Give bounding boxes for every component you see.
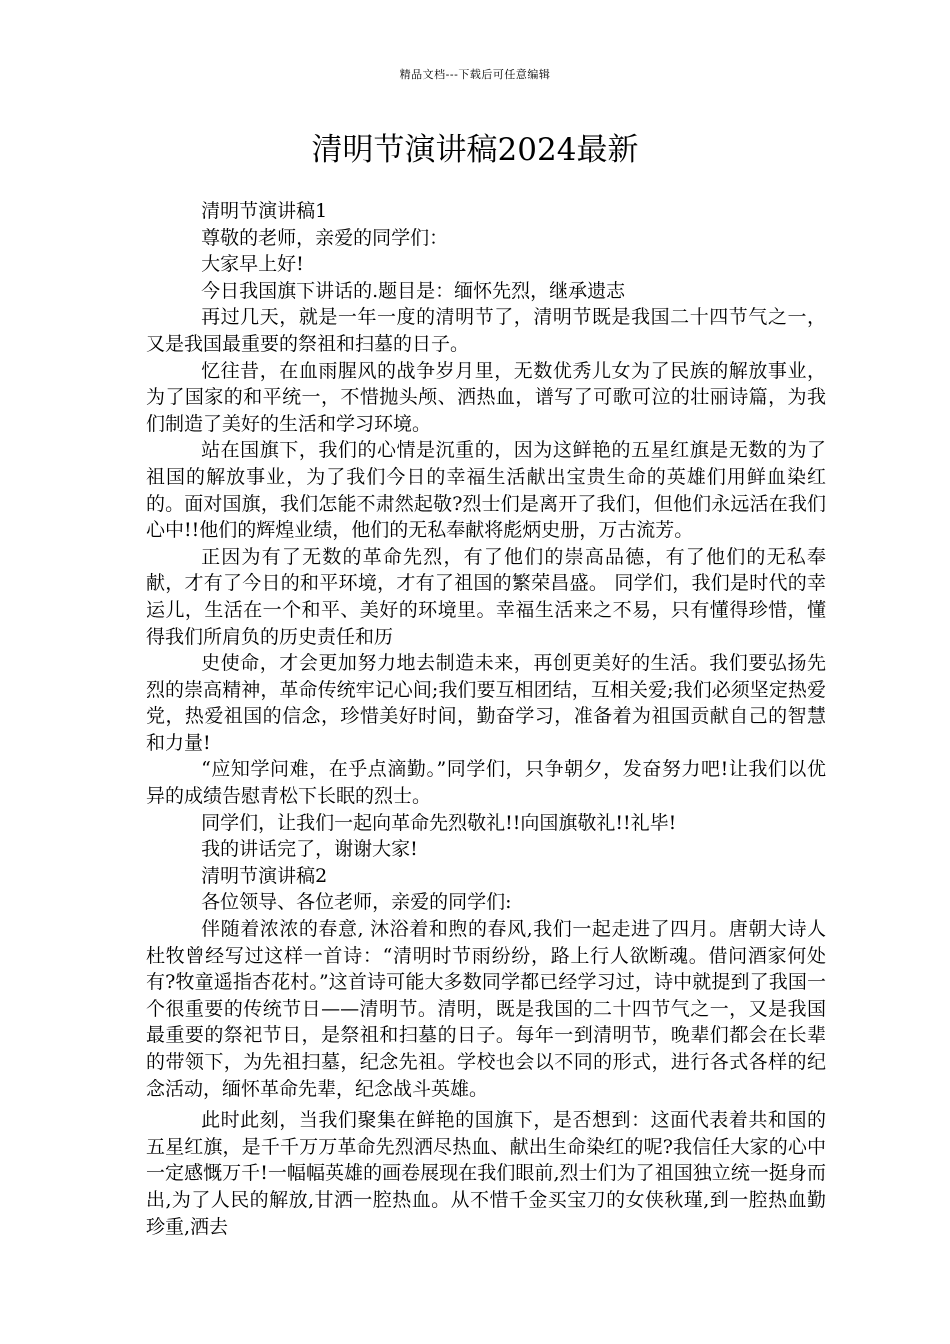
- paragraph: 清明节演讲稿1: [201, 200, 328, 222]
- paragraph: 清明节演讲稿2: [201, 864, 328, 887]
- paragraph: 各位领导、各位老师，亲爱的同学们:: [201, 891, 512, 914]
- paragraph: 史使命，才会更加努力地去制造未来，再创更美好的生活。我们要弘扬先烈的崇高精神，革命传统牢记心间;我们要互相团结，互相关爱;我们必须坚定热爱党，热爱祖国的信念，珍惜美好时间，勤奋学习，准备着为祖国贡献自己的智慧和力量!: [146, 652, 826, 754]
- paragraph: 今日我国旗下讲话的.题目是：缅怀先烈，继承遗志: [201, 279, 626, 302]
- paragraph: 忆往昔，在血雨腥风的战争岁月里，无数优秀儿女为了民族的解放事业，为了国家的和平统一，不惜抛头颅、洒热血，谱写了可歌可泣的壮丽诗篇，为我们制造了美好的生活和学习环境。: [146, 359, 826, 435]
- paragraph: 此时此刻，当我们聚集在鲜艳的国旗下，是否想到：这面代表着共和国的五星红旗，是千千万万革命先烈洒尽热血、献出生命染红的呢?我信任大家的心中一定感慨万千!一幅幅英雄的画卷展现在我们眼前,烈士们为了祖国独立统一挺身而出,为了人民的解放,甘洒一腔热血。从不惜千金买宝刀的女侠秋瑾,到一腔热血勤珍重,洒去: [146, 1109, 826, 1238]
- paragraph: 同学们，让我们一起向革命先烈敬礼!!向国旗敬礼!!礼毕!: [201, 811, 677, 834]
- header-note: 精品文档---下载后可任意编辑: [399, 68, 551, 81]
- paragraph: 大家早上好!: [201, 253, 304, 276]
- document-body: [146, 198, 826, 1240]
- paragraph: 尊敬的老师，亲爱的同学们：: [201, 226, 449, 249]
- paragraph: 站在国旗下，我们的心情是沉重的，因为这鲜艳的五星红旗是无数的为了祖国的解放事业，为了我们今日的幸福生活献出宝贵生命的英雄们用鲜血染红的。面对国旗，我们怎能不肃然起敬?烈士们是离开了我们，但他们永远活在我们心中!!他们的辉煌业绩，他们的无私奉献将彪炳史册，万古流芳。: [146, 439, 826, 542]
- paragraph: 再过几天，就是一年一度的清明节了，清明节既是我国二十四节气之一，又是我国最重要的祭祖和扫墓的日子。: [146, 306, 826, 355]
- paragraph: “应知学问难，在乎点滴勤。”同学们，只争朝夕，发奋努力吧!让我们以优异的成绩告慰青松下长眠的烈士。: [146, 758, 826, 808]
- page-title: 清明节演讲稿2024最新: [311, 132, 639, 168]
- paragraph: 我的讲话完了，谢谢大家!: [201, 838, 418, 861]
- paragraph: 正因为有了无数的革命先烈，有了他们的崇高品德，有了他们的无私奉献，才有了今日的和平环境，才有了祖国的繁荣昌盛。 同学们，我们是时代的幸运儿，生活在一个和平、美好的环境里。幸福生活来之不易，只有懂得珍惜，懂得我们所肩负的历史责任和历: [146, 545, 826, 648]
- paragraph: 伴随着浓浓的春意, 沐浴着和煦的春风,我们一起走进了四月。唐朝大诗人杜牧曾经写过这样一首诗：“清明时节雨纷纷，路上行人欲断魂。借问酒家何处有?牧童遥指杏花村。”这首诗可能大多数同学都已经学习过，诗中就提到了我国一个很重要的传统节日——清明节。清明，既是我国的二十四节气之一，又是我国最重要的祭祀节日，是祭祖和扫墓的日子。每年一到清明节，晚辈们都会在长辈的带领下，为先祖扫墓，纪念先祖。学校也会以不同的形式，进行各式各样的纪念活动，缅怀革命先辈，纪念战斗英雄。: [146, 918, 826, 1100]
